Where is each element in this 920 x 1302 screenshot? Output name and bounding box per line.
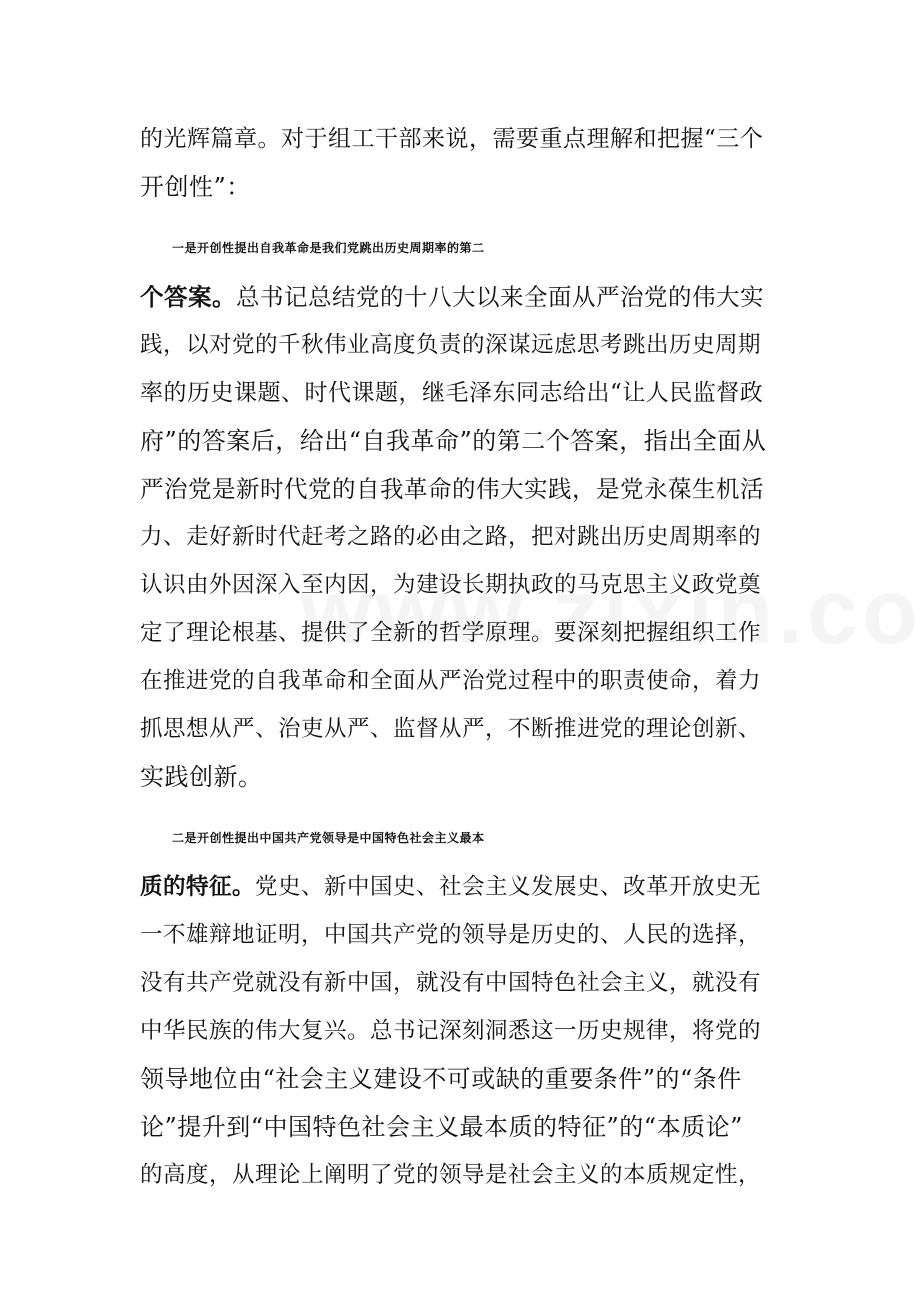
p1-line-10: 在推进党的自我革命和全面从严治党过程中的职责使命，着力 [140, 668, 762, 694]
p1-heading-end: 个答案。 [140, 283, 236, 311]
p2-heading-line-1: 二是开创性提出中国共产党领导是中国特色社会主义最本 [172, 831, 485, 845]
p2-line-6: 领导地位由“社会主义建设不可或缺的重要条件”的“条件 [140, 1065, 742, 1093]
p1-line-2 [140, 281, 772, 313]
p2-line-2-text: 党史、新中国史、社会主义发展史、改革开放史无 [255, 874, 762, 900]
p1-line-11: 抓思想从严、治吏从严、监督从严，不断推进党的理论创新、 [140, 716, 762, 742]
p2-line-8: 的高度，从理论上阐明了党的领导是社会主义的本质规定性， [140, 1162, 762, 1188]
p2-heading-end: 质的特征。 [140, 874, 256, 900]
p2-line-7: 论”提升到“中国特色社会主义最本质的特征”的“本质论” [140, 1113, 743, 1141]
p2-line-3: 一不雄辩地证明，中国共产党的领导是历史的、人民的选择， [140, 922, 762, 948]
p2-line-5: 中华民族的伟大复兴。总书记深刻洞悉这一历史规律，将党的 [140, 1018, 762, 1044]
p1-line-4: 率的历史课题、时代课题，继毛泽东同志给出“让人民监督政 [140, 380, 764, 406]
intro-line-1: 的光辉篇章。对于组工干部来说，需要重点理解和把握“三个 [140, 126, 764, 152]
p1-line-8: 认识由外因深入至内因，为建设长期执政的马克思主义政党奠 [140, 572, 762, 598]
p1-line-2-text: 总书记总结党的十八大以来全面从严治党的伟大实 [236, 283, 764, 311]
intro-line-2: 开创性”： [140, 173, 251, 201]
p1-line-5: 府”的答案后，给出“自我革命”的第二个答案，指出全面从 [140, 427, 767, 455]
p1-line-12: 实践创新。 [140, 763, 263, 791]
p1-heading-line-1: 一是开创性提出自我革命是我们党跳出历史周期率的第二 [172, 241, 485, 255]
p2-line-2 [140, 871, 772, 903]
p2-line-4: 没有共产党就没有新中国，就没有中国特色社会主义，就没有 [140, 970, 762, 996]
p1-line-7: 力、走好新时代赶考之路的必由之路，把对跳出历史周期率的 [140, 524, 762, 550]
p1-line-6: 严治党是新时代党的自我革命的伟大实践，是党永葆生机活 [140, 475, 764, 503]
p1-line-3: 践，以对党的千秋伟业高度负责的深谋远虑思考跳出历史周期 [140, 332, 762, 358]
p1-line-9: 定了理论根基、提供了全新的哲学原理。要深刻把握组织工作 [140, 620, 762, 646]
